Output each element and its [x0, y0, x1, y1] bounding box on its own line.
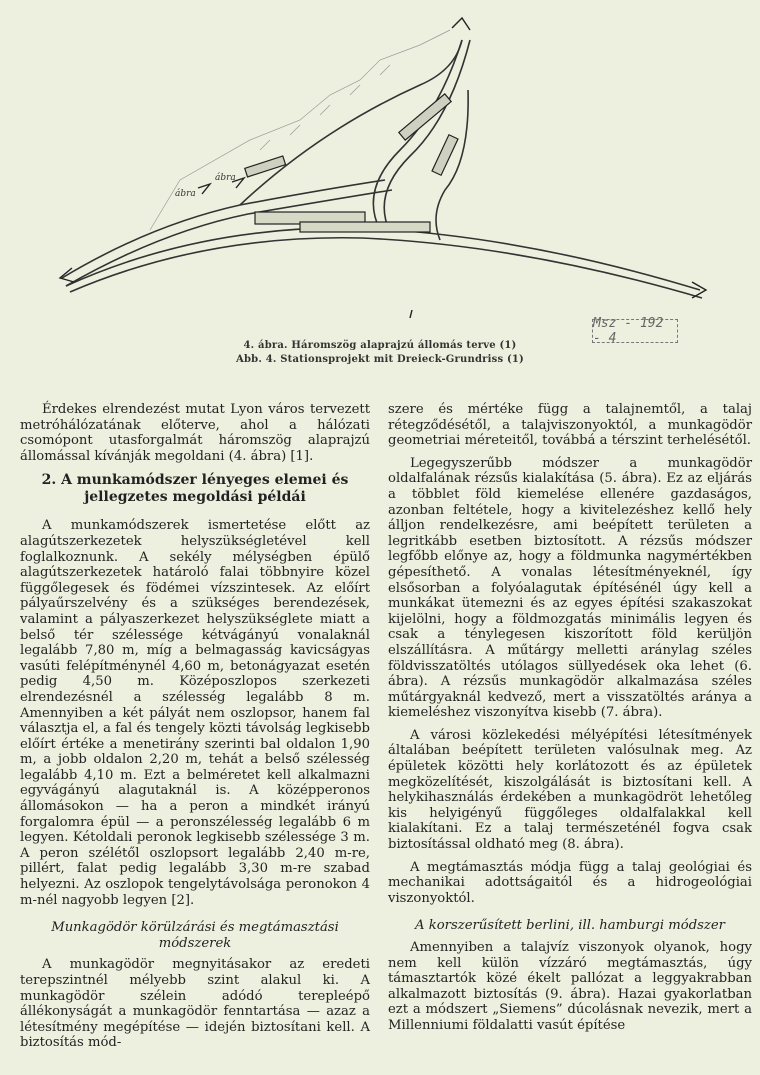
right-column: [388, 402, 752, 1041]
right-paragraph-1: Legegyszerűbb módszer a munkagödör oldalfalának rézsűs kialakítása (5. ábra). Ez az eljárás a többlet föld kiemelése ellenére gazdaságos, azonban feltétele, hogy a kivitelezéshez kellő hely álljon rendelkezésre, ami beépített területen a legritkább esetben biztosított. A rézsűs módszer legfőbb előnye az, hogy a földmunka nagymértékben gépesíthető. A vonalas létesítményeknél, így elsősorban a folyóalagutak építésénél úgy kell a munkákat ütemezni és az egyes építési szakaszokat kijelölni, hogy a földmozgatás minimális legyen és csak a ténylegesen kiszorított föld kerüljön elszállításra. A műtárgy melletti aránylag széles földvisszatöltés utólagos süllyedések oka lehet (6. ábra). A rézsűs munkagödör alkalmazása széles műtárgyaknál kedvező, mert a visszatöltés aránya a kiemeléshez viszonyítva kisebb (7. ábra).: [388, 455, 752, 721]
right-paragraph-0: szere és mértéke függ a talajnemtől, a talaj rétegződésétől, a talajviszonyoktól, a munkagödör geometriai méreteitől, továbbá a térszint terhelésétől.: [388, 402, 752, 449]
figure-caption-hu: 4. ábra. Háromszög alaprajzú állomás terve (1): [243, 340, 517, 351]
right-paragraph-3: A megtámasztás módja függ a talaj geológiai és mechanikai adottságaitól és a hidrogeológiai viszonyoktól.: [388, 859, 752, 906]
left-paragraph-1: A munkamódszerek ismertetése előtt az alagútszerkezetek helyszükségletével kell foglalkoznunk. A sekély mélységben épülő alagútszerkezetek határoló falai többnyire közel függőlegesek és födémei vízszintesek. Az előírt pályaűrszelvény és a szükséges berendezések, valamint a pályaszerkezet helyszükséglete miatt a belső tér szélessége kétvágányú vonalaknál legalább 7,80 m, míg a belmagasság kavicságyas vasúti felépítménynél 4,60 m, betonágyazat esetén pedig 4,50 m. Középoszlopos szerkezeti elrendezésnél a szélesség legalább 8 m. Amennyiben a két pályát nem oszlopsor, hanem fal választja el, a fal és tengely közti távolság legkisebb előírt értéke a menetirány szerinti bal oldalon 1,90 m, a jobb oldalon 2,20 m, tehát a belső szélesség legalább 4,10 m. Ezt a belméretet kell alkalmazni egyvágányú alagutaknál is. A középperonos állomásokon — ha a peron a mindkét irányú forgalomra épül — a peronszélesség legalább 6 m legyen. Kétoldali peronok legkisebb szélessége 3 m. A peron szélétől oszlopsort legalább 2,40 m-re, pillért, falat pedig legalább 3,30 m-re szabad helyezni. Az oszlopok tengelytávolsága peronokon 4 m-nél nagyobb legyen [2].: [20, 518, 370, 908]
right-subsection-title: A korszerűsített berlini, ill. hamburgi módszer: [415, 918, 725, 934]
left-subsection-title: Munkagödör körülzárási és megtámasztási módszerek: [51, 920, 339, 951]
arrow-label-mid: ábra: [215, 173, 236, 183]
section-title: 2. A munkamódszer lényeges elemei és jellegzetes megoldási példái: [41, 472, 349, 506]
intro-paragraph: Érdekes elrendezést mutat Lyon város tervezett metróhálózatának előterve, ahol a hálózati csomópont utasforgalmát háromszög alaprajzú állomással kívánják megoldani (4. ábra) [1].: [20, 402, 370, 464]
right-paragraph-4: Amennyiben a talajvíz viszonyok olyanok, hogy nem kell külön vízzáró megtámasztás, úgy támasztartók közé ékelt pallózat a leggyakrabban alkalmazott biztosítás (9. ábra). Hazai gyakorlatban ezt a módszert „Siemens” dúcolásnak nevezik, mert a Millenniumi földalatti vasút építése: [388, 940, 752, 1033]
station-plan-figure: [0, 0, 760, 380]
left-paragraph-2: A munkagödör megnyitásakor az eredeti terepszintnél mélyebb szint alakul ki. A munkagödör szélein adódó terepleépő állékonyságát a munkagödör fenntartása — azaz a létesítmény megépítése — idején biztosítani kell. A biztosítás mód-: [20, 957, 370, 1051]
arrow-label-left: ábra: [175, 189, 196, 199]
right-paragraph-2: A városi közlekedési mélyépítési létesítmények általában beépített területen valósulnak meg. Az épületek közötti hely korlátozott és az épületek megközelítését, kiszolgálását is biztosítani kell. A helykihasználás érdekében a munkagödröt lehetőleg kis helyigényű függőleges oldalfalakkal kell kialakítani. Ez a talaj természeténél fogva csak biztosítással oldható meg (8. ábra).: [388, 727, 752, 853]
left-column: [20, 402, 370, 1058]
triangle-station-drawing: [0, 0, 760, 340]
archive-stamp: Msz - 192 - 4: [592, 319, 678, 343]
figure-caption-de: Abb. 4. Stationsprojekt mit Dreieck-Grundriss (1): [236, 354, 524, 365]
